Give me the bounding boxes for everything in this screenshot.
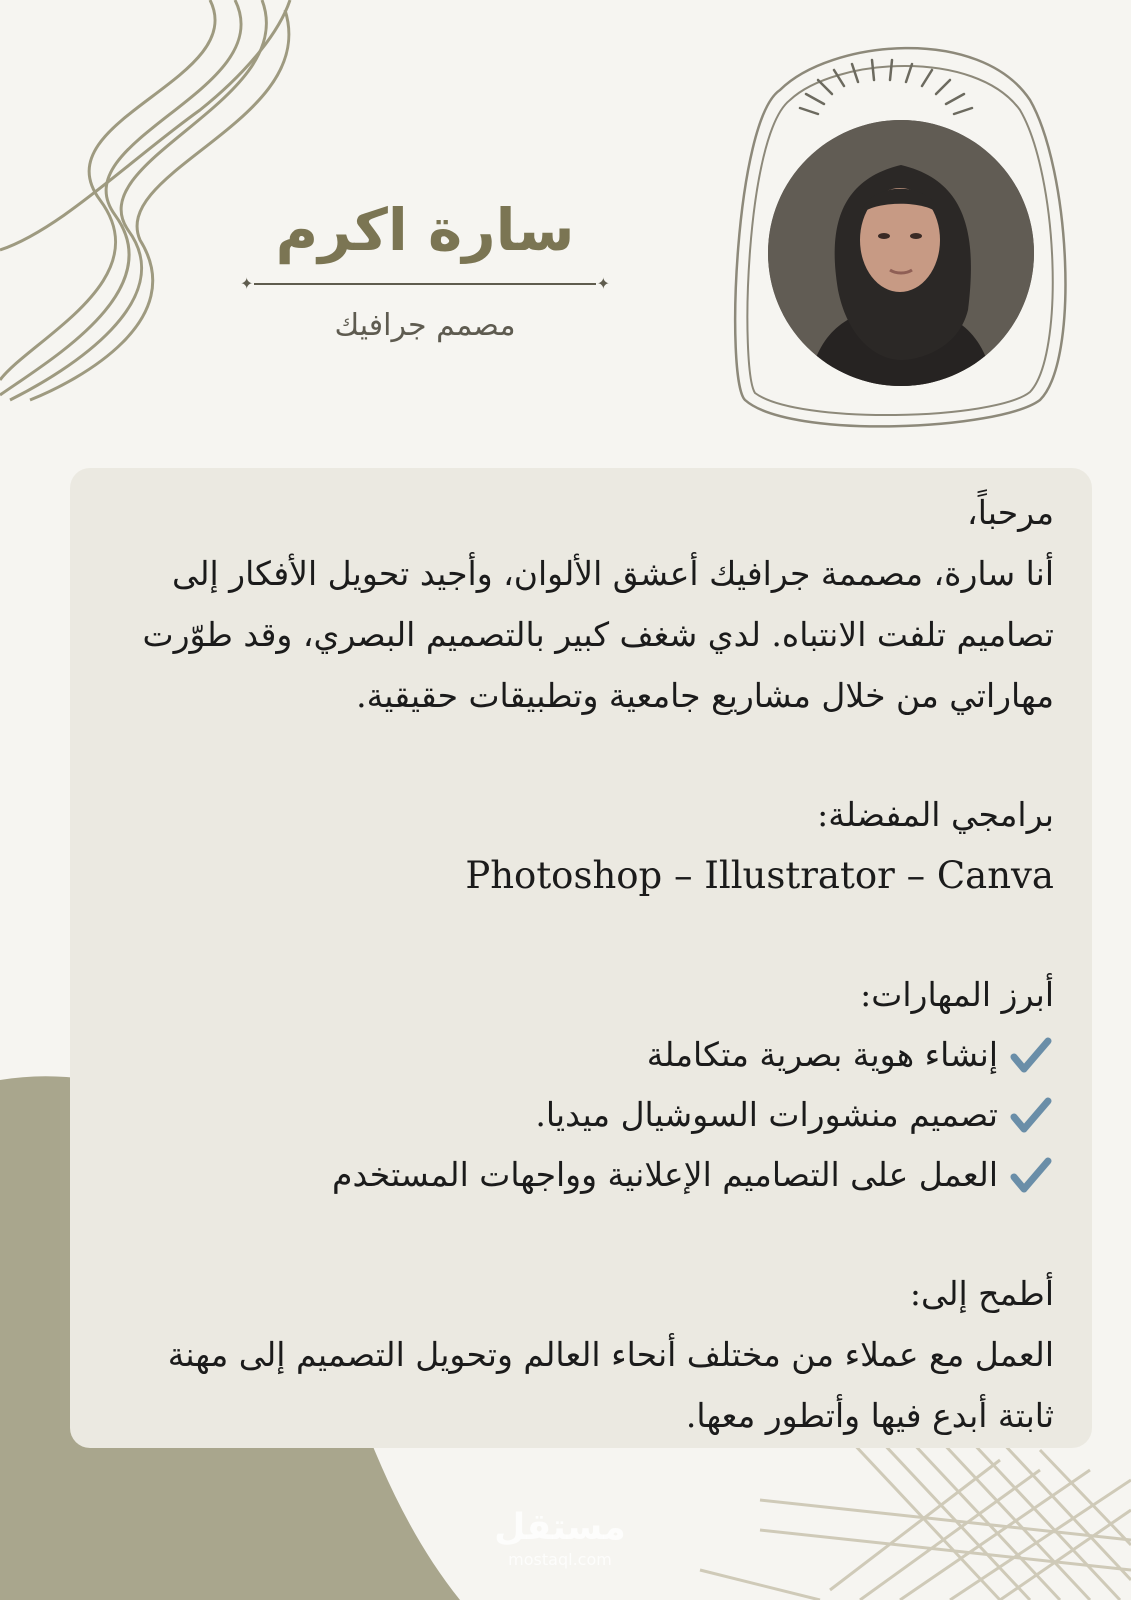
programs-title: برامجي المفضلة: xyxy=(817,795,1054,834)
skill-item xyxy=(92,1085,1054,1145)
sparkle-icon: ✦ xyxy=(596,274,610,293)
watermark xyxy=(480,1508,640,1570)
skill-text: إنشاء هوية بصرية متكاملة xyxy=(646,1035,998,1074)
watermark-latin: mostaql.com xyxy=(508,1550,612,1569)
skill-item xyxy=(92,1025,1054,1085)
portrait-illustration xyxy=(768,120,1034,386)
skill-text: العمل على التصاميم الإعلانية وواجهات المستخدم xyxy=(332,1155,998,1194)
bio-line: أنا سارة، مصممة جرافيك أعشق الألوان، وأجيد تحويل الأفكار إلى xyxy=(171,554,1054,593)
checkmark-icon xyxy=(1008,1095,1054,1135)
sparkle-icon: ✦ xyxy=(240,274,254,293)
watermark-arabic: مستقل xyxy=(494,1507,626,1548)
bio-line: مهاراتي من خلال مشاريع جامعية وتطبيقات حقيقية. xyxy=(356,676,1054,715)
bio-line: تصاميم تلفت الانتباه. لدي شغف كبير بالتصميم البصري، وقد طوّرت xyxy=(142,615,1054,654)
skill-text: تصميم منشورات السوشيال ميديا. xyxy=(535,1095,998,1134)
person-name: سارة اكرم xyxy=(275,196,575,264)
name-divider xyxy=(240,274,610,294)
name-block xyxy=(240,190,610,343)
sun-rays-decoration xyxy=(800,60,972,114)
ambition-line: العمل مع عملاء من مختلف أنحاء العالم وتحويل التصميم إلى مهنة xyxy=(167,1335,1054,1374)
checkmark-icon xyxy=(1008,1155,1054,1195)
ambition-title: أطمح إلى: xyxy=(909,1274,1054,1313)
about-card xyxy=(70,468,1092,1448)
greeting: مرحباً، xyxy=(967,493,1054,532)
skills-title: أبرز المهارات: xyxy=(860,975,1054,1014)
ambition-line: ثابتة أبدع فيها وأتطور معها. xyxy=(685,1396,1054,1435)
programs-list: Photoshop – Illustrator – Canva xyxy=(465,854,1054,897)
job-title: مصمم جرافيك xyxy=(334,308,516,343)
crosshatch-decoration xyxy=(700,1440,1131,1600)
divider-line xyxy=(254,283,596,285)
profile-photo xyxy=(768,120,1034,386)
skill-item xyxy=(92,1145,1054,1205)
checkmark-icon xyxy=(1008,1035,1054,1075)
